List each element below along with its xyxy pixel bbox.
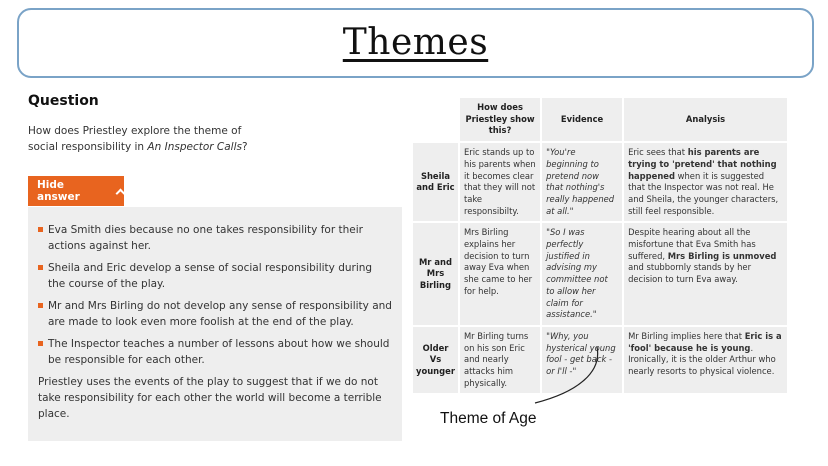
annotation-curve xyxy=(535,347,598,403)
how-cell: Mr Birling turns on his son Eric and nearly attacks him physically. xyxy=(459,326,541,395)
column-header-evidence: Evidence xyxy=(541,97,623,142)
play-title: An Inspector Calls xyxy=(147,141,242,153)
list-item: Mr and Mrs Birling do not develop any sense of responsibility and are made to look even more foolish at the end of the play. xyxy=(38,298,392,330)
column-header-analysis: Analysis xyxy=(623,97,788,142)
question-heading: Question xyxy=(28,93,99,109)
evidence-cell: "You're beginning to pretend now that nothing's really happened at all." xyxy=(541,142,623,222)
analysis-cell: Eric sees that his parents are trying to 'pretend' that nothing happened when it is suggested that the Inspector was not real. He and Sheila, the younger characters, still feel responsible. xyxy=(623,142,788,222)
row-label: Older Vs younger xyxy=(412,326,459,395)
list-item: Eva Smith dies because no one takes responsibility for their actions against her. xyxy=(38,222,392,254)
row-label: Mr and Mrs Birling xyxy=(412,222,459,326)
answer-summary: Priestley uses the events of the play to suggest that if we do not take responsibility for each other the world will become a terrible place. xyxy=(38,376,382,420)
list-item: Sheila and Eric develop a sense of social responsibility during the course of the play. xyxy=(38,260,392,292)
how-cell: Mrs Birling explains her decision to turn away Eva when she came to her for help. xyxy=(459,222,541,326)
page-title: Themes xyxy=(342,22,489,63)
column-header-how: How does Priestley show this? xyxy=(459,97,541,142)
analysis-cell: Mr Birling implies here that Eric is a 'fool' because he is young. Ironically, it is the older Arthur who nearly resorts to physical violence. xyxy=(623,326,788,395)
analysis-cell: Despite hearing about all the misfortune that Eva Smith has suffered, Mrs Birling is unmoved and stubbornly stands by her decision to turn Eva away. xyxy=(623,222,788,326)
evidence-cell: "So I was perfectly justified in advising my committee not to allow her claim for assistance." xyxy=(541,222,623,326)
question-text-before: How does Priestley explore the theme of social responsibility in xyxy=(28,125,242,153)
question-text-after: ? xyxy=(241,141,248,153)
how-cell: Eric stands up to his parents when it becomes clear that they will not take responsibilty. xyxy=(459,142,541,222)
list-item: The Inspector teaches a number of lessons about how we should be responsible for each other. xyxy=(38,336,392,368)
evidence-cell: "Why, you hysterical young fool - get back - or I'll -" xyxy=(541,326,623,395)
row-label: Sheila and Eric xyxy=(412,142,459,222)
annotation-label: Theme of Age xyxy=(440,410,537,427)
hide-answer-label: Hide answer xyxy=(37,179,80,203)
